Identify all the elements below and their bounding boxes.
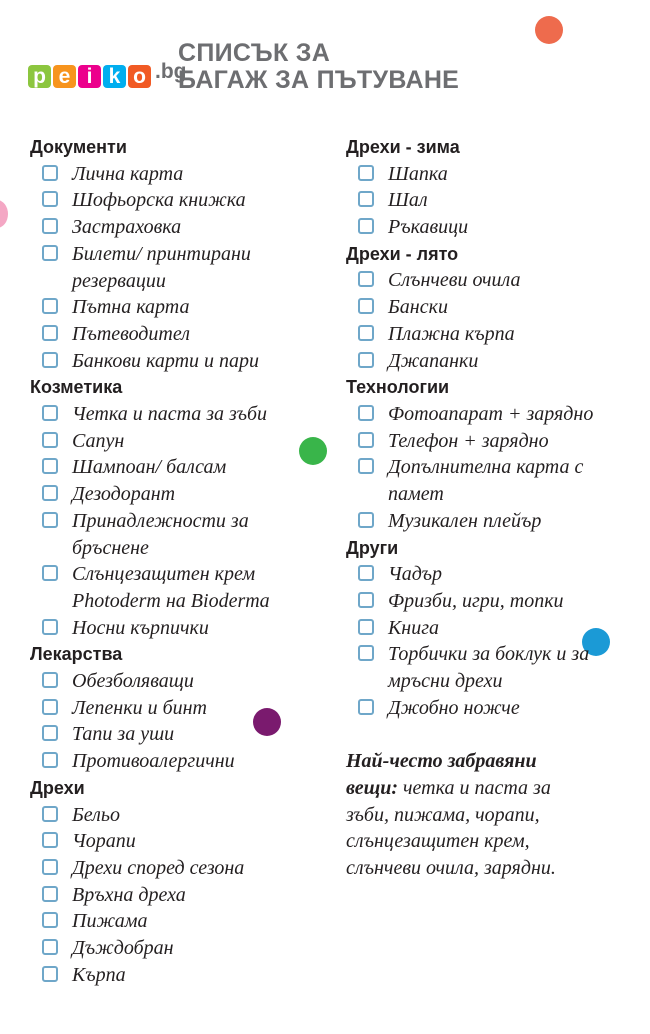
- checklist-item-label: Носни кърпички: [72, 616, 209, 639]
- checklist-item[interactable]: [346, 294, 636, 321]
- checkbox[interactable]: [42, 672, 58, 688]
- checkbox[interactable]: [42, 966, 58, 982]
- checklist-item-label: Дезодорант: [72, 483, 176, 506]
- checklist-item-label: Противоалергични: [72, 750, 235, 773]
- page-title: [178, 40, 459, 94]
- checklist-item-label: Четка и паста за зъби: [72, 403, 268, 425]
- note-text: четка и паста за зъби, пижама, чорапи, слънцезащитен крем, слънчеви очила, зарядни.: [346, 776, 556, 879]
- right-checklist-column: [346, 134, 636, 882]
- section-heading: Лекарства: [30, 644, 123, 665]
- checklist-item[interactable]: [30, 241, 330, 294]
- checklist-item-label: Лична карта: [72, 162, 184, 185]
- checklist-item-label: Допълнителна карта с памет: [388, 456, 584, 506]
- checklist-item[interactable]: [346, 588, 636, 615]
- checkbox[interactable]: [42, 218, 58, 234]
- checklist-item[interactable]: [30, 214, 330, 241]
- checklist-item[interactable]: [346, 161, 636, 188]
- checklist-item[interactable]: [30, 561, 330, 614]
- checkbox[interactable]: [358, 458, 374, 474]
- checkbox[interactable]: [42, 699, 58, 715]
- logo-letter-tile: e: [53, 65, 76, 88]
- checklist-item-label: Чорапи: [72, 830, 136, 853]
- checklist-item-label: Кърпа: [72, 963, 126, 986]
- checklist-item-label: Връхна дреха: [72, 883, 186, 906]
- checklist-item[interactable]: [346, 348, 636, 375]
- checklist-item[interactable]: [30, 187, 330, 214]
- checklist-item[interactable]: [30, 481, 330, 508]
- checklist-item-label: Тапи за уши: [72, 723, 175, 746]
- checklist-item[interactable]: [346, 428, 636, 455]
- checklist-item[interactable]: [346, 187, 636, 214]
- checklist-item[interactable]: [346, 695, 636, 722]
- checkbox[interactable]: [42, 939, 58, 955]
- checklist-item[interactable]: [30, 962, 330, 989]
- note-label: Най-често забравяни вещи:: [346, 750, 537, 799]
- checklist-item-label: Лепенки и бинт: [72, 696, 207, 719]
- checklist-item[interactable]: [346, 214, 636, 241]
- checkbox[interactable]: [358, 565, 374, 581]
- decorative-dot-pink: [0, 200, 8, 228]
- logo-letter-tile: p: [28, 65, 51, 88]
- checkbox[interactable]: [358, 165, 374, 181]
- checkbox[interactable]: [358, 699, 374, 715]
- checkbox[interactable]: [42, 325, 58, 341]
- checklist-item-label: Шампоан/ балсам: [72, 456, 227, 479]
- checklist-item-label: Фризби, игри, топки: [388, 589, 564, 612]
- section-heading: Дрехи - лято: [346, 243, 459, 264]
- checkbox[interactable]: [358, 352, 374, 368]
- checkbox[interactable]: [358, 512, 374, 528]
- checkbox[interactable]: [42, 512, 58, 528]
- checklist-item[interactable]: [30, 882, 330, 909]
- checklist-item[interactable]: [30, 348, 330, 375]
- checklist-item[interactable]: [346, 615, 636, 642]
- checklist-item[interactable]: [30, 828, 330, 855]
- checkbox[interactable]: [42, 752, 58, 768]
- checkbox[interactable]: [42, 458, 58, 474]
- checklist-item-label: Джобно ножче: [388, 696, 520, 719]
- checklist-item-label: Джапанки: [388, 349, 479, 372]
- title-line-1: СПИСЪК ЗА: [178, 39, 331, 67]
- section-heading: Дрехи: [30, 777, 85, 798]
- section-heading: Дрехи - зима: [346, 137, 460, 157]
- checkbox[interactable]: [358, 218, 374, 234]
- checklist-item-label: Музикален плейър: [388, 509, 542, 532]
- checklist-item-label: Слънчеви очила: [388, 269, 521, 292]
- checklist-item[interactable]: [30, 401, 330, 428]
- checklist-item-label: Чадър: [388, 563, 443, 586]
- checklist-item-label: Дъждобран: [72, 937, 174, 960]
- title-line-2: БАГАЖ ЗА ПЪТУВАНЕ: [178, 66, 460, 94]
- checklist-item[interactable]: [30, 428, 330, 455]
- checklist-item[interactable]: [30, 908, 330, 935]
- checklist-item[interactable]: [30, 294, 330, 321]
- checklist-item[interactable]: [346, 321, 636, 348]
- checkbox[interactable]: [42, 912, 58, 928]
- checklist-item[interactable]: [30, 508, 330, 561]
- checklist-item[interactable]: [346, 267, 636, 294]
- checklist-item-label: Шал: [388, 189, 428, 212]
- checkbox[interactable]: [358, 645, 374, 661]
- peiko-logo[interactable]: [28, 52, 187, 88]
- checkbox[interactable]: [42, 565, 58, 581]
- checklist-item-label: Телефон + зарядно: [388, 429, 549, 452]
- checklist-item[interactable]: [30, 321, 330, 348]
- checklist-item[interactable]: [30, 668, 330, 695]
- checklist-item-label: Обезболяващи: [72, 670, 194, 693]
- checklist-item[interactable]: [30, 161, 330, 188]
- checkbox[interactable]: [42, 806, 58, 822]
- checklist-item-label: Пижама: [72, 910, 148, 933]
- checkbox[interactable]: [358, 405, 374, 421]
- checkbox[interactable]: [42, 725, 58, 741]
- checkbox[interactable]: [358, 298, 374, 314]
- checklist-item[interactable]: [30, 855, 330, 882]
- left-checklist-column: [30, 134, 330, 988]
- checkbox[interactable]: [42, 886, 58, 902]
- checklist-item-label: Ръкавици: [388, 216, 469, 239]
- section-heading: Други: [346, 537, 399, 558]
- checklist-item-label: Пътна карта: [72, 296, 190, 319]
- checkbox[interactable]: [358, 325, 374, 341]
- forgotten-items-note: [346, 748, 586, 882]
- decorative-dot-orange: [535, 16, 563, 44]
- checklist-item-label: Сапун: [72, 429, 125, 452]
- checkbox[interactable]: [358, 619, 374, 635]
- logo-domain: .bg: [155, 60, 187, 83]
- checklist-item-label: Бански: [388, 296, 448, 319]
- logo-letter-tile: k: [103, 65, 126, 88]
- checkbox[interactable]: [42, 245, 58, 261]
- checklist-item-label: Шапка: [388, 162, 448, 185]
- checklist-item-label: Бельо: [72, 803, 120, 826]
- checkbox[interactable]: [42, 405, 58, 421]
- checklist-item[interactable]: [30, 748, 330, 775]
- checklist-item-label: Фотоапарат + зарядно: [388, 402, 594, 425]
- logo-letter-tile: o: [128, 65, 151, 88]
- checklist-item[interactable]: [30, 802, 330, 829]
- checklist-item[interactable]: [346, 401, 636, 428]
- logo-letter-tile: i: [78, 65, 101, 88]
- checkbox[interactable]: [358, 592, 374, 608]
- checkbox[interactable]: [42, 298, 58, 314]
- checklist-item[interactable]: [30, 695, 330, 722]
- checkbox[interactable]: [358, 191, 374, 207]
- checkbox[interactable]: [358, 432, 374, 448]
- checklist-item-label: Банкови карти и пари: [72, 349, 260, 372]
- checkbox[interactable]: [42, 165, 58, 181]
- checkbox[interactable]: [42, 432, 58, 448]
- checkbox[interactable]: [42, 352, 58, 368]
- checkbox[interactable]: [42, 485, 58, 501]
- checklist-item-label: Застраховка: [72, 216, 182, 239]
- checkbox[interactable]: [42, 832, 58, 848]
- checklist-item-label: Плажна кърпа: [388, 322, 515, 345]
- checklist-item-label: Дрехи според сезона: [72, 856, 245, 879]
- checklist-item[interactable]: [30, 615, 330, 642]
- checklist-item-label: Принадлежности за бръснене: [72, 509, 249, 559]
- checklist-item-label: Шофьорска книжка: [72, 189, 246, 212]
- checklist-item-label: Слънцезащитен крем Photoderm на Bioderma: [72, 563, 270, 612]
- checklist-item-label: Пътеводител: [72, 322, 190, 345]
- checkbox[interactable]: [42, 619, 58, 635]
- checkbox[interactable]: [358, 271, 374, 287]
- section-heading: Технологии: [346, 377, 450, 398]
- checkbox[interactable]: [42, 859, 58, 875]
- checklist-item-label: Книга: [388, 616, 440, 639]
- checklist-item[interactable]: [346, 641, 636, 694]
- checklist-item[interactable]: [346, 508, 636, 535]
- section-heading: Козметика: [30, 377, 123, 398]
- checklist-item[interactable]: [30, 721, 330, 748]
- section-heading: Документи: [30, 137, 127, 157]
- checklist-item[interactable]: [30, 454, 330, 481]
- checklist-item-label: Билети/ принтирани резервации: [72, 242, 251, 292]
- checklist-item[interactable]: [346, 561, 636, 588]
- checklist-item[interactable]: [346, 454, 636, 507]
- checklist-item-label: Торбички за боклук и за мръсни дрехи: [388, 643, 590, 692]
- checklist-item[interactable]: [30, 935, 330, 962]
- checkbox[interactable]: [42, 191, 58, 207]
